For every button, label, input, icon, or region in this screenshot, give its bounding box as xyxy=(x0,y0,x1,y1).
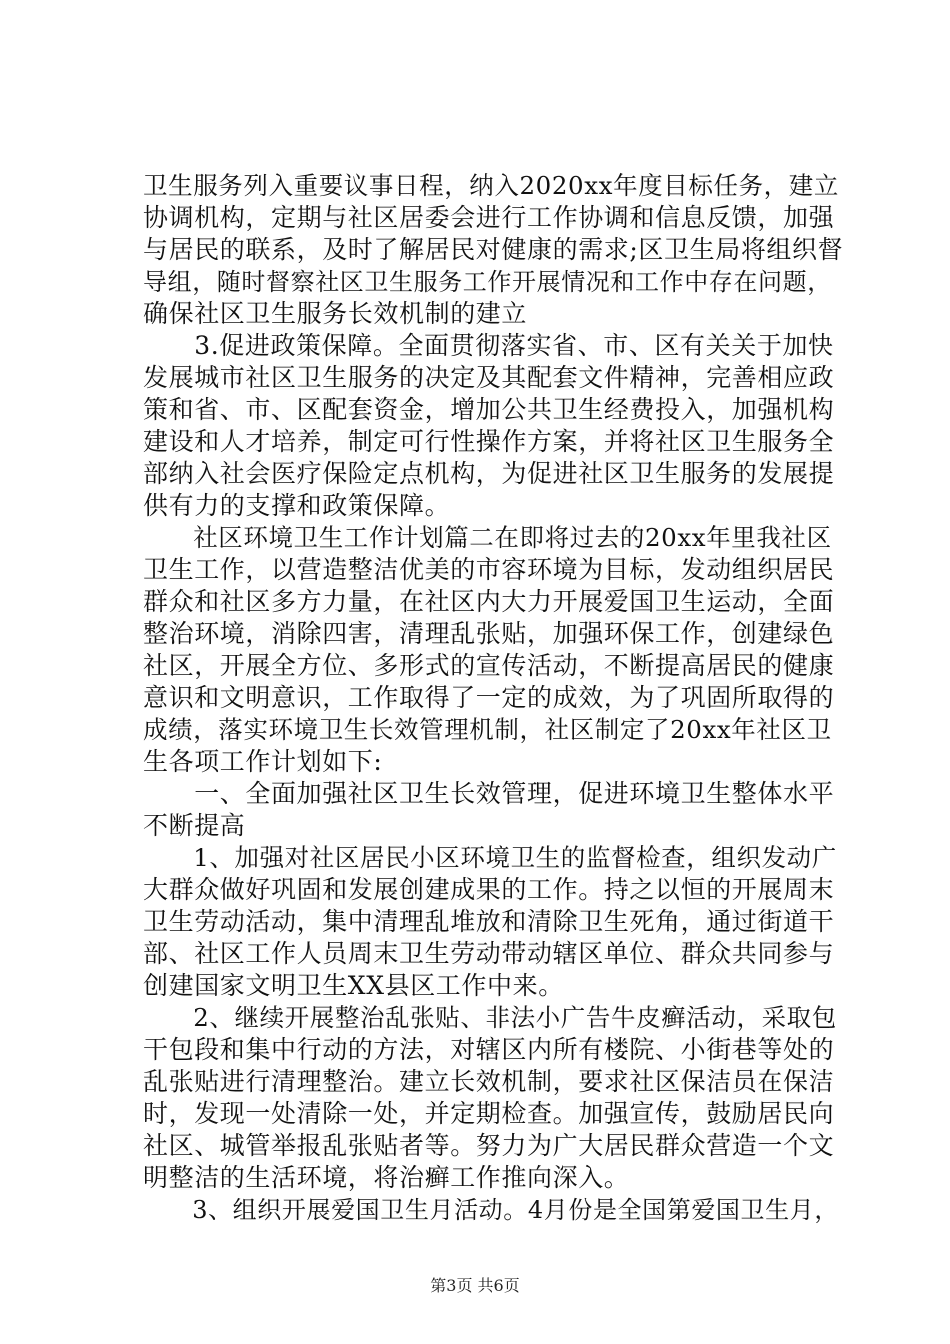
text-line: 干包段和集中行动的方法，对辖区内所有楼院、小街巷等处的 xyxy=(143,1035,835,1064)
text-line: 大群众做好巩固和发展创建成果的工作。持之以恒的开展周末 xyxy=(143,875,835,904)
text-line: 不断提高 xyxy=(143,811,246,840)
text-line: 乱张贴进行清理整治。建立长效机制，要求社区保洁员在保洁 xyxy=(143,1067,835,1096)
text-line: 卫生服务列入重要议事日程，纳入2020xx年度目标任务，建立 xyxy=(143,171,839,200)
text-line: 建设和人才培养，制定可行性操作方案，并将社区卫生服务全 xyxy=(143,427,835,456)
text-line: 协调机构，定期与社区居委会进行工作协调和信息反馈，加强 xyxy=(143,203,835,232)
text-line: 明整洁的生活环境，将治癣工作推向深入。 xyxy=(143,1163,630,1192)
text-line: 群众和社区多方力量，在社区内大力开展爱国卫生运动，全面 xyxy=(143,587,835,616)
text-line: 部纳入社会医疗保险定点机构，为促进社区卫生服务的发展提 xyxy=(143,459,835,488)
text-line: 社区，开展全方位、多形式的宣传活动，不断提高居民的健康 xyxy=(143,651,835,680)
text-line: 生各项工作计划如下: xyxy=(143,747,383,776)
text-line: 社区环境卫生工作计划篇二在即将过去的20xx年里我社区 xyxy=(143,523,832,552)
text-line: 一、全面加强社区卫生长效管理，促进环境卫生整体水平 xyxy=(143,779,835,808)
text-line: 2、继续开展整治乱张贴、非法小广告牛皮癣活动，采取包 xyxy=(143,1003,837,1032)
text-line: 卫生劳动活动，集中清理乱堆放和清除卫生死角，通过街道干 xyxy=(143,907,835,936)
text-line: 意识和文明意识，工作取得了一定的成效，为了巩固所取得的 xyxy=(143,683,835,712)
text-line: 与居民的联系，及时了解居民对健康的需求;区卫生局将组织督 xyxy=(143,235,844,264)
page-footer: 第3页 共6页 xyxy=(430,1276,520,1295)
text-line: 3、组织开展爱国卫生月活动。4月份是全国第爱国卫生月， xyxy=(143,1196,839,1224)
text-line: 发展城市社区卫生服务的决定及其配套文件精神，完善相应政 xyxy=(143,363,835,392)
text-line: 创建国家文明卫生XX县区工作中来。 xyxy=(143,971,564,1000)
text-line: 导组，随时督察社区卫生服务工作开展情况和工作中存在问题， xyxy=(143,268,832,296)
text-line: 时，发现一处清除一处，并定期检查。加强宣传，鼓励居民向 xyxy=(143,1099,835,1128)
text-line: 卫生工作，以营造整洁优美的市容环境为目标，发动组织居民 xyxy=(143,555,835,584)
text-line: 整治环境，消除四害，清理乱张贴，加强环保工作，创建绿色 xyxy=(143,619,835,648)
text-line: 确保社区卫生服务长效机制的建立 xyxy=(143,299,528,328)
text-line: 社区、城管举报乱张贴者等。努力为广大居民群众营造一个文 xyxy=(143,1131,835,1160)
text-line: 供有力的支撑和政策保障。 xyxy=(143,491,451,520)
text-line: 成绩，落实环境卫生长效管理机制，社区制定了20xx年社区卫 xyxy=(143,715,832,744)
text-line: 3.促进政策保障。全面贯彻落实省、市、区有关关于加快 xyxy=(143,331,834,360)
text-line: 部、社区工作人员周末卫生劳动带动辖区单位、群众共同参与 xyxy=(143,939,835,968)
text-line: 1、加强对社区居民小区环境卫生的监督检查，组织发动广 xyxy=(143,843,837,872)
text-line: 策和省、市、区配套资金，增加公共卫生经费投入，加强机构 xyxy=(143,395,835,424)
document-body xyxy=(143,170,843,1226)
